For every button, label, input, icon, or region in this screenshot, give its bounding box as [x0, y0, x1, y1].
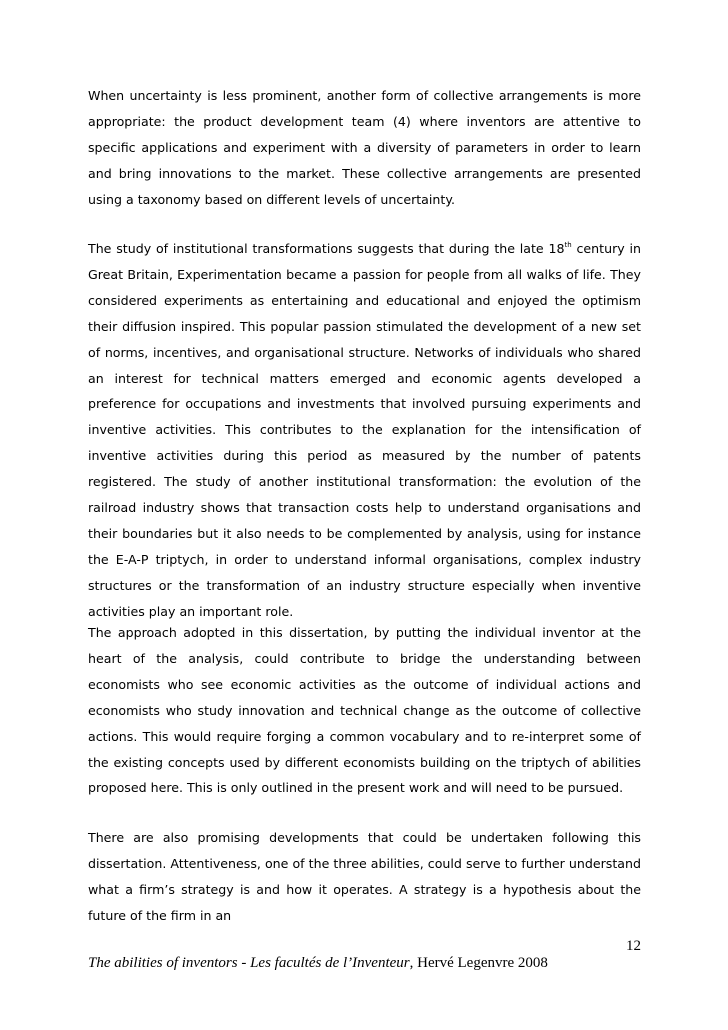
page-footer	[88, 955, 548, 972]
ordinal-superscript: th	[564, 241, 572, 249]
paragraph: When uncertainty is less prominent, another form of collective arrangements is more appropriate: the product development team (4) where inventors are attentive to specific applications and experiment with a diversity of parameters in order to learn and bring innovations to the market. These collective arrangements are presented using a taxonomy based on different levels of uncertainty.	[88, 88, 641, 207]
page-number: 12	[626, 938, 641, 954]
paragraph: The approach adopted in this dissertation, by putting the individual inventor at the heart of the analysis, could contribute to bridge the understanding between economists who see economic activities as the outcome of individual actions and economists who study innovation and technical change as the outcome of collective actions. This would require forging a common vocabulary and to re-interpret some of the existing concepts used by different economists building on the triptych of abilities proposed here. This is only outlined in the present work and will need to be pursued.	[88, 625, 641, 796]
paragraph-text-start: The study of institutional transformations suggests that during the late 18	[88, 241, 565, 256]
footer-author-year: , Hervé Legenvre 2008	[409, 955, 548, 971]
paragraph: There are also promising developments that could be undertaken following this dissertation. Attentiveness, one of the three abilities, could serve to further understand what a firm’s strategy is and how it operates. A strategy is a hypothesis about the future of the firm in an	[88, 830, 641, 923]
paragraph	[88, 236, 641, 625]
paragraph-text-rest: century in Great Britain, Experimentation became a passion for people from all walks of life. They considered experiments as entertaining and educational and enjoyed the optimism their diffusion inspired. This popular passion stimulated the development of a new set of norms, incentives, and organisational structure. Networks of individuals who shared an interest for technical matters emerged and economic agents developed a preference for occupations and investments that involved pursuing experiments and inventive activities. This contributes to the explanation for the intensification of inventive activities during this period as measured by the number of patents registered. The study of another institutional transformation: the evolution of the railroad industry shows that transaction costs help to understand organisations and their boundaries but it also needs to be complemented by analysis, using for instance the E-A-P triptych, in order to understand informal organisations, complex industry structures or the transformation of an industry structure especially when inventive activities play an important role.	[88, 241, 641, 619]
footer-title: The abilities of inventors - Les facultés de l’Inventeur	[88, 955, 410, 971]
